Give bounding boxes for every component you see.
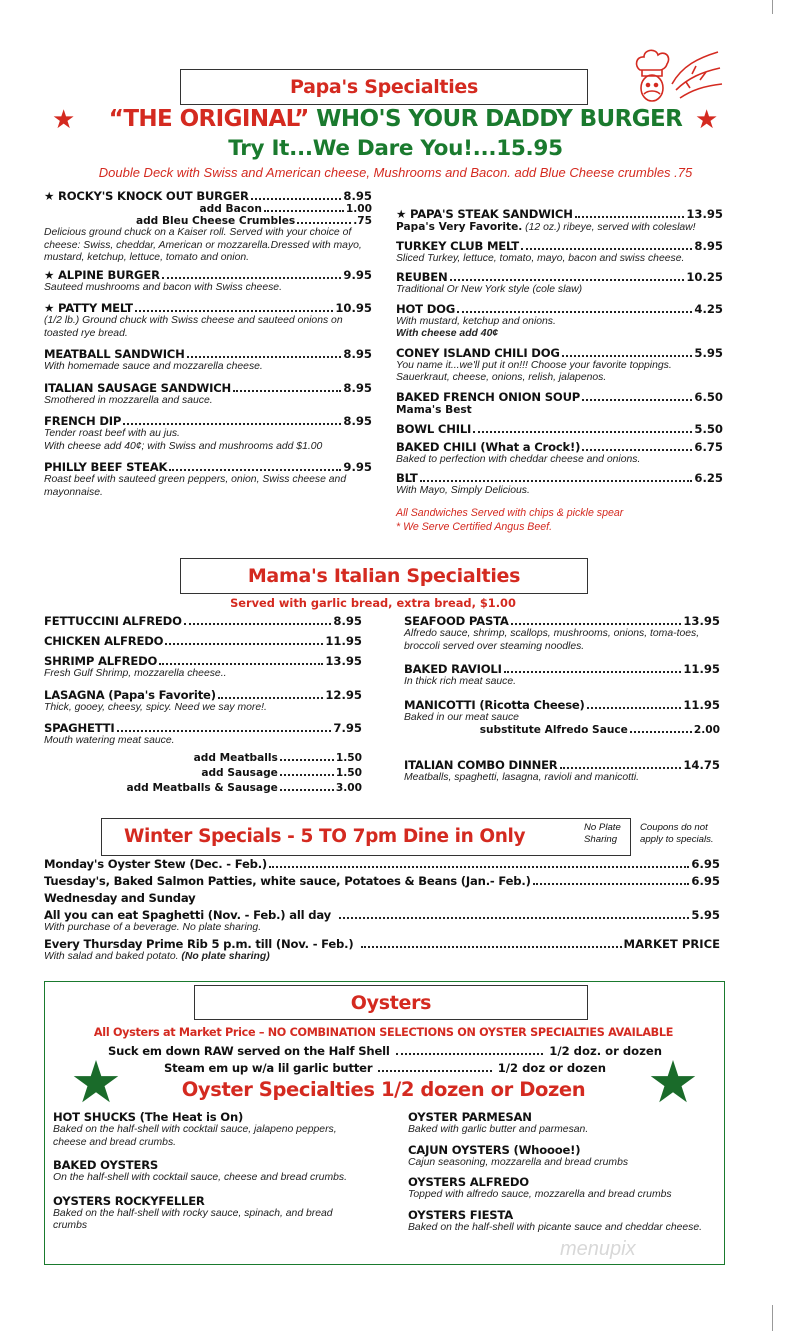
papas-left-column	[44, 189, 372, 506]
item-desc: Baked on the half-shell with cocktail sauce, jalapeno peppers, cheese and bread crumbs.	[53, 1124, 337, 1148]
coupon-line1: Coupons do not	[640, 822, 708, 833]
item-price: 8.95	[343, 414, 372, 428]
oyster-item	[408, 1110, 713, 1137]
item-desc: With mustard, ketchup and onions.	[396, 315, 556, 327]
steam-label: Steam em up w/a lil garlic butter	[164, 1061, 373, 1075]
papas-right-column	[396, 207, 723, 534]
item-name: Tuesday's, Baked Salmon Patties, white sauce, Potatoes & Beans (Jan.- Feb.)	[44, 874, 531, 888]
item-desc: Baked on the half-shell with rocky sauce, spinach, and bread crumbs	[53, 1207, 333, 1231]
steam-price: 1/2 doz or dozen	[497, 1061, 606, 1075]
watermark: menupix	[560, 1238, 636, 1260]
item-name: ★ PAPA'S STEAK SANDWICH	[396, 207, 573, 221]
item-desc-bold: (No plate sharing)	[178, 950, 270, 962]
item-desc: Traditional Or New York style (cole slaw)	[396, 284, 583, 295]
oyster-item	[408, 1208, 713, 1235]
raw-row	[108, 1044, 662, 1058]
item-price: 6.25	[694, 471, 723, 485]
oysters-left-column	[53, 1110, 363, 1240]
winter-title-box	[101, 818, 631, 856]
oyster-specialties-title: Oyster Specialties 1/2 dozen or Dozen	[181, 1078, 586, 1101]
oyster-item	[408, 1143, 713, 1170]
addon-row	[44, 752, 362, 764]
item-desc: On the half-shell with cocktail sauce, cheese and bread crumbs.	[53, 1172, 347, 1183]
item-name: HOT SHUCKS (The Heat is On)	[53, 1110, 244, 1124]
item-desc: Topped with alfredo sauce, mozzarella and bread crumbs	[408, 1189, 672, 1200]
item-sub: Mama's Best	[396, 403, 472, 416]
winter-item	[44, 857, 720, 871]
item-price: MARKET PRICE	[623, 936, 720, 951]
menu-item	[396, 390, 723, 416]
item-desc: You name it...we'll put it on!!! Choose your favorite toppings. Sauerkraut, cheese, onions, relish, jalapenos.	[396, 359, 672, 383]
item-price: 8.95	[343, 347, 372, 361]
addon-price: 1.50	[335, 766, 362, 779]
item-name: BLT	[396, 471, 418, 485]
addon-row	[404, 724, 720, 736]
mamas-subtitle: Served with garlic bread, extra bread, $1.00	[230, 596, 516, 610]
tagline: Try It...We Dare You!...15.95	[228, 136, 563, 161]
item-desc-bold: With cheese add 40¢	[396, 328, 499, 339]
item-desc: Baked in our meat sauce	[404, 711, 519, 723]
item-name: SPAGHETTI	[44, 721, 115, 735]
oysters-right-column	[408, 1110, 713, 1241]
item-name: CONEY ISLAND CHILI DOG	[396, 345, 560, 360]
item-price: 5.50	[694, 421, 723, 436]
item-sub: Papa's Very Favorite.	[396, 221, 523, 233]
item-name: SEAFOOD PASTA	[404, 614, 509, 628]
item-desc: (1/2 lb.) Ground chuck with Swiss cheese and sauteed onions on toasted rye bread.	[44, 315, 343, 339]
menu-item	[44, 634, 362, 648]
menu-item	[44, 654, 362, 681]
item-name: TURKEY CLUB MELT	[396, 238, 519, 253]
left-red-star-icon: ★	[52, 104, 76, 134]
item-price: 6.50	[694, 389, 723, 404]
item-price: 6.95	[691, 857, 720, 871]
item-name: All you can eat Spaghetti (Nov. - Feb.) all day	[44, 908, 331, 922]
menu-item	[396, 270, 723, 297]
item-desc-2: With cheese add 40¢; with Swiss and mushrooms add $1.00	[44, 440, 323, 452]
steam-row	[164, 1061, 606, 1075]
headline-original: “THE ORIGINAL”	[108, 106, 309, 132]
oyster-item	[53, 1194, 363, 1233]
menu-item	[44, 414, 372, 453]
winter-list	[44, 857, 720, 963]
item-desc: Baked on the half-shell with picante sauce and cheddar cheese.	[408, 1221, 703, 1233]
menu-item	[404, 614, 720, 653]
addon-price: 2.00	[693, 724, 720, 736]
menu-item	[44, 347, 372, 374]
winter-title: Winter Specials - 5 TO 7pm Dine in Only	[124, 826, 526, 847]
papas-title: Papa's Specialties	[289, 76, 479, 98]
item-price: 11.95	[683, 697, 720, 712]
oyster-item	[408, 1175, 713, 1202]
menu-item	[404, 662, 720, 689]
oysters-notice: All Oysters at Market Price – NO COMBINATION SELECTIONS ON OYSTER SPECIALTIES AVAILABLE	[93, 1026, 674, 1039]
addon-label: add Meatballs	[193, 751, 278, 764]
item-desc: Fresh Gulf Shrimp, mozzarella cheese..	[44, 668, 227, 679]
menu-item	[396, 207, 723, 235]
item-desc: Tender roast beef with au jus.	[44, 428, 180, 439]
item-name: CAJUN OYSTERS (Whoooe!)	[408, 1142, 581, 1157]
item-name: OYSTERS ROCKYFELLER	[53, 1193, 205, 1208]
item-name: FETTUCCINI ALFREDO	[44, 614, 182, 628]
angus-note: * We Serve Certified Angus Beef.	[396, 520, 553, 533]
item-price: 12.95	[325, 687, 362, 702]
menu-item	[396, 471, 723, 498]
item-name: ★ ALPINE BURGER	[44, 267, 160, 282]
item-desc: Baked to perfection with cheddar cheese and onions.	[396, 453, 641, 465]
item-desc: Sauteed mushrooms and bacon with Swiss cheese.	[44, 281, 282, 293]
item-desc: Smothered in mozzarella and sauce.	[44, 394, 213, 406]
menu-item	[404, 698, 720, 737]
addon-row	[44, 203, 372, 215]
oysters-title: Oysters	[350, 991, 432, 1014]
item-price: 6.95	[691, 874, 720, 888]
item-price: 9.95	[343, 460, 372, 474]
raw-price: 1/2 doz. or dozen	[549, 1044, 662, 1058]
item-name: BAKED CHILI (What a Crock!)	[396, 439, 581, 454]
raw-label: Suck em down RAW served on the Half Shell	[108, 1044, 390, 1058]
item-name: HOT DOG	[396, 301, 456, 316]
menu-item	[44, 268, 372, 295]
item-name: BOWL CHILI	[396, 421, 472, 436]
menu-item	[396, 440, 723, 467]
headline-burger: WHO'S YOUR DADDY BURGER	[308, 106, 683, 132]
addon-price: .75	[353, 215, 372, 227]
no-plate-line2: Sharing	[584, 834, 618, 845]
item-price: 13.95	[325, 654, 362, 668]
coupon-line2: apply to specials.	[640, 834, 714, 845]
item-name: Monday's Oyster Stew (Dec. - Feb.)	[44, 857, 268, 871]
mamas-right-column	[404, 614, 720, 792]
item-price: 5.95	[691, 908, 720, 922]
coupon-note	[640, 822, 714, 846]
item-price: 14.75	[683, 758, 720, 772]
item-name: SHRIMP ALFREDO	[44, 654, 158, 668]
menu-item	[44, 688, 362, 715]
oysters-title-box	[194, 985, 588, 1020]
item-name: BAKED FRENCH ONION SOUP	[396, 389, 581, 404]
addon-row	[44, 215, 372, 227]
item-price: 7.95	[333, 721, 362, 735]
menu-item	[396, 239, 723, 266]
headline	[0, 106, 791, 132]
menu-item	[396, 302, 723, 341]
oyster-item	[53, 1110, 363, 1149]
item-desc: Cajun seasoning, mozzarella and bread crumbs	[408, 1156, 629, 1168]
item-name: LASAGNA (Papa's Favorite)	[44, 687, 216, 702]
winter-item	[44, 908, 720, 922]
item-name: Wednesday and Sunday	[44, 891, 196, 905]
item-price: 8.95	[343, 189, 372, 203]
menu-item	[404, 758, 720, 785]
item-price: 8.95	[333, 614, 362, 628]
addon-label: add Bacon	[199, 203, 262, 215]
no-plate-line1: No Plate	[584, 822, 621, 833]
crop-mark	[772, 0, 773, 14]
item-price: 10.25	[686, 270, 723, 284]
item-desc: (12 oz.) ribeye, served with coleslaw!	[522, 222, 696, 233]
item-price: 6.75	[694, 439, 723, 454]
addon-label: add Meatballs & Sausage	[126, 781, 278, 794]
right-green-star-icon: ★	[647, 1050, 699, 1115]
crop-mark	[772, 1305, 773, 1331]
item-name: REUBEN	[396, 270, 448, 284]
addon-label: substitute Alfredo Sauce	[479, 724, 628, 736]
item-price: 11.95	[683, 662, 720, 676]
item-name: PHILLY BEEF STEAK	[44, 460, 168, 474]
winter-item	[44, 891, 720, 905]
item-price: 5.95	[694, 345, 723, 360]
menu-item	[396, 422, 723, 436]
item-price: 11.95	[325, 634, 362, 648]
menu-item	[396, 346, 723, 385]
item-name: ★ ROCKY'S KNOCK OUT BURGER	[44, 189, 249, 203]
addon-label: add Sausage	[201, 766, 278, 779]
papas-title-box	[180, 69, 588, 105]
addon-price: 1.00	[345, 203, 372, 215]
sandwich-note: All Sandwiches Served with chips & pickle spear	[396, 506, 624, 519]
menu-item	[44, 721, 362, 794]
item-name: MEATBALL SANDWICH	[44, 347, 185, 361]
item-desc: Roast beef with sauteed green peppers, onion, Swiss cheese and mayonnaise.	[44, 474, 347, 498]
menu-item	[44, 460, 372, 499]
tagline-desc: Double Deck with Swiss and American cheese, Mushrooms and Bacon. add Blue Cheese crumbles .75	[98, 165, 693, 180]
item-desc: In thick rich meat sauce.	[404, 676, 517, 687]
item-price: 10.95	[335, 301, 372, 315]
item-desc: Sliced Turkey, lettuce, tomato, mayo, bacon and swiss cheese.	[396, 252, 685, 264]
item-price: 4.25	[694, 301, 723, 316]
item-desc: With homemade sauce and mozzarella cheese.	[44, 361, 263, 372]
item-name: BAKED OYSTERS	[53, 1158, 159, 1172]
addon-price: 1.50	[335, 751, 362, 764]
item-name: ITALIAN COMBO DINNER	[404, 758, 558, 772]
menu-item	[44, 189, 372, 265]
item-name: BAKED RAVIOLI	[404, 662, 502, 676]
item-name: OYSTER PARMESAN	[408, 1110, 532, 1124]
mamas-title-box	[180, 558, 588, 594]
mamas-left-column	[44, 614, 362, 801]
addon-row	[44, 767, 362, 779]
item-price: 13.95	[683, 614, 720, 628]
item-price: 13.95	[686, 207, 723, 221]
winter-item	[44, 937, 720, 951]
item-name: OYSTERS ALFREDO	[408, 1175, 529, 1189]
mamas-title: Mama's Italian Specialties	[247, 565, 521, 587]
menu-item	[44, 614, 362, 628]
item-price: 8.95	[694, 238, 723, 253]
addon-row	[44, 782, 362, 794]
item-desc: Mouth watering meat sauce.	[44, 735, 175, 746]
addon-price: 3.00	[335, 781, 362, 794]
winter-item	[44, 874, 720, 888]
item-name: OYSTERS FIESTA	[408, 1207, 514, 1222]
oyster-item	[53, 1158, 363, 1185]
item-desc: With Mayo, Simply Delicious.	[396, 485, 530, 496]
item-desc: Alfredo sauce, shrimp, scallops, mushrooms, onions, toma-toes, broccoli served over steaming noodles.	[404, 628, 700, 652]
no-plate-note	[584, 822, 621, 846]
item-price: 8.95	[343, 380, 372, 395]
right-red-star-icon: ★	[695, 104, 719, 134]
item-desc-text: With salad and baked potato.	[44, 950, 179, 962]
item-desc: Thick, gooey, cheesy, spicy. Need we say more!.	[44, 701, 267, 713]
item-name: ITALIAN SAUSAGE SANDWICH	[44, 380, 232, 395]
menu-item	[44, 381, 372, 408]
addon-label: add Bleu Cheese Crumbles	[135, 215, 296, 227]
left-green-star-icon: ★	[70, 1050, 122, 1115]
item-name: CHICKEN ALFREDO	[44, 634, 164, 648]
item-name: ★ PATTY MELT	[44, 301, 133, 315]
item-desc	[44, 951, 720, 964]
item-name: MANICOTTI (Ricotta Cheese)	[404, 697, 585, 712]
item-desc: With purchase of a beverage. No plate sharing.	[44, 922, 262, 933]
item-desc: Meatballs, spaghetti, lasagna, ravioli and manicotti.	[404, 772, 640, 783]
menu-item	[44, 301, 372, 340]
item-desc: Baked with garlic butter and parmesan.	[408, 1124, 589, 1135]
item-desc: Delicious ground chuck on a Kaiser roll. Served with your choice of cheese: Swiss, cheddar, American or mozzarella.Dressed with mayo, mustard, ketchup, lettuce, tomato and onion.	[44, 227, 362, 263]
item-name: FRENCH DIP	[44, 414, 122, 428]
item-name: Every Thursday Prime Rib 5 p.m. till (Nov. - Feb.)	[44, 936, 354, 951]
item-price: 9.95	[343, 267, 372, 282]
